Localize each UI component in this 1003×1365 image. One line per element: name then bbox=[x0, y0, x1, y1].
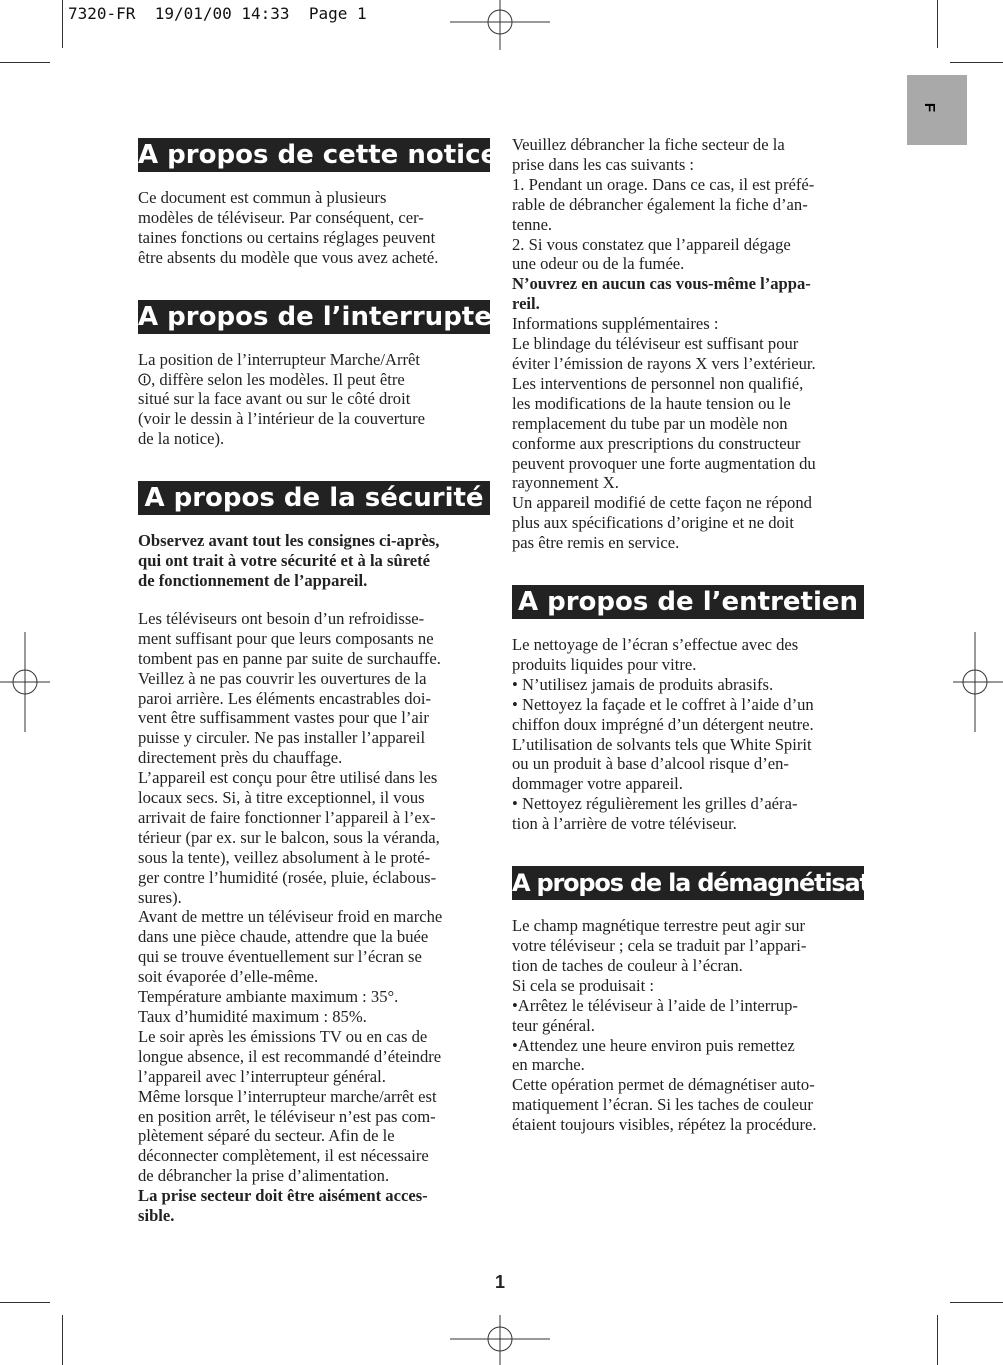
registration-mark-top bbox=[450, 0, 550, 50]
heading-interrupteur: A propos de l’interrupteur bbox=[138, 301, 524, 332]
registration-mark-left bbox=[0, 632, 50, 732]
securite-intro: Observez avant tout les consignes ci-après, qui ont trait à votre sécurité et à la sûreté de fonctionnement de l’appareil. bbox=[138, 531, 440, 590]
interrupteur-body: La position de l’interrupteur Marche/Arrêt ⏼, diffère selon les modèles. Il peut être situé sur la face avant ou sur le côté droit (voir le dessin à l’intérieur de la couverture de la notice). bbox=[138, 349, 426, 449]
left-column bbox=[138, 138, 524, 1226]
heading-demagnetisation: A propos de la démagnétisation bbox=[512, 866, 864, 900]
notice-body: Ce document est commun à plusieurs modèles de téléviseur. Par conséquent, cer- taines fonctions ou certains réglages peuvent être absents du modèle que vous avez acheté. bbox=[138, 188, 439, 267]
entretien-body: Le nettoyage de l’écran s’effectue avec des produits liquides pour vitre. • N’utilisez jamais de produits abrasifs. • Nettoyez la façade et le coffret à l’aide d’un chiffon doux imprégné d’un détergent neutre. L’utilisation de solvants tels que White Spirit ou un produit à base d’alcool risque d’en- dommager votre appareil. • Nettoyez régulièrement les grilles d’aéra- tion à l’arrière de votre téléviseur. bbox=[512, 635, 814, 834]
heading-entretien: A propos de l’entretien bbox=[512, 585, 864, 619]
registration-mark-bottom bbox=[450, 1315, 550, 1365]
securite-warning: La prise secteur doit être aisément acces- sible. bbox=[138, 1186, 428, 1226]
registration-mark-right bbox=[953, 632, 1003, 732]
heading-notice: A propos de cette notice bbox=[138, 140, 499, 170]
securite-body: Les téléviseurs ont besoin d’un refroidisse- ment suffisant pour que leurs composants ne tombent pas en panne par suite de surchauffe. Veillez à ne pas couvrir les ouvertures de la paroi arrière. Les éléments encastrables doi- vent être suffisamment vastes pour que l’air puisse y circuler. Ne pas installer l’appareil directement près du chauffage. L’appareil est conçu pour être utilisé dans les locaux secs. Si, à titre exceptionnel, il vous arrivait de faire fonctionner l’appareil à l’ex- térieur (par ex. sur le balcon, sous la véranda, sous la tente), veillez absolument à le proté- ger contre l’humidité (rosée, pluie, éclabous- sures). Avant de mettre un téléviseur froid en marche dans une pièce chaude, attendre que la buée qui se trouve éventuellement sur l’écran se soit évaporée d’elle-même. Température ambiante maximum : 35°. Taux d’humidité maximum : 85%. Le soir après les émissions TV ou en cas de longue absence, il est recommandé d’éteindre l’appareil avec l’interrupteur général. Même lorsque l’interrupteur marche/arrêt est en position arrêt, le téléviseur n’est pas com- plètement séparé du secteur. Afin de le déconnecter complètement, il est nécessaire de débrancher la prise d’alimentation. bbox=[138, 608, 443, 1186]
demagnetisation-body: Le champ magnétique terrestre peut agir sur votre téléviseur ; cela se traduit par l’appari- tion de taches de couleur à l’écran. Si cela se produisait : •Arrêtez le téléviseur à l’aide de l’interrup- teur général. •Attendez une heure environ puis remettez en marche. Cette opération permet de démagnétiser auto- matiquement l’écran. Si les taches de couleur étaient toujours visibles, répétez la procédure. bbox=[512, 916, 817, 1135]
rayonnement-body: Informations supplémentaires : Le blindage du téléviseur est suffisant pour éviter l’émission de rayons X vers l’extérieur. Les interventions de personnel non qualifié, les modifications de la haute tension ou le remplacement du tube par un modèle non conforme aux prescriptions du constructeur peuvent provoquer une forte augmentation du rayonnement X. Un appareil modifié de cette façon ne répond plus aux spécifications d’origine et ne doit pas être remis en service. bbox=[512, 314, 816, 553]
page-number: 1 bbox=[494, 1272, 505, 1292]
right-column bbox=[512, 135, 908, 1135]
language-tab-label: F bbox=[921, 102, 939, 113]
debrancher-body: Veuillez débrancher la fiche secteur de la prise dans les cas suivants : 1. Pendant un orage. Dans ce cas, il est préfé- rable de débrancher également la fiche d’an- tenne. 2. Si vous constatez que l’appareil dégage une odeur ou de la fumée. bbox=[512, 135, 815, 274]
heading-securite: A propos de la sécurité bbox=[138, 481, 490, 515]
debrancher-warning: N’ouvrez en aucun cas vous-même l’appa- reil. bbox=[512, 274, 811, 314]
print-slug: 7320-FR 19/01/00 14:33 Page 1 bbox=[68, 4, 367, 23]
language-tab bbox=[907, 75, 967, 145]
